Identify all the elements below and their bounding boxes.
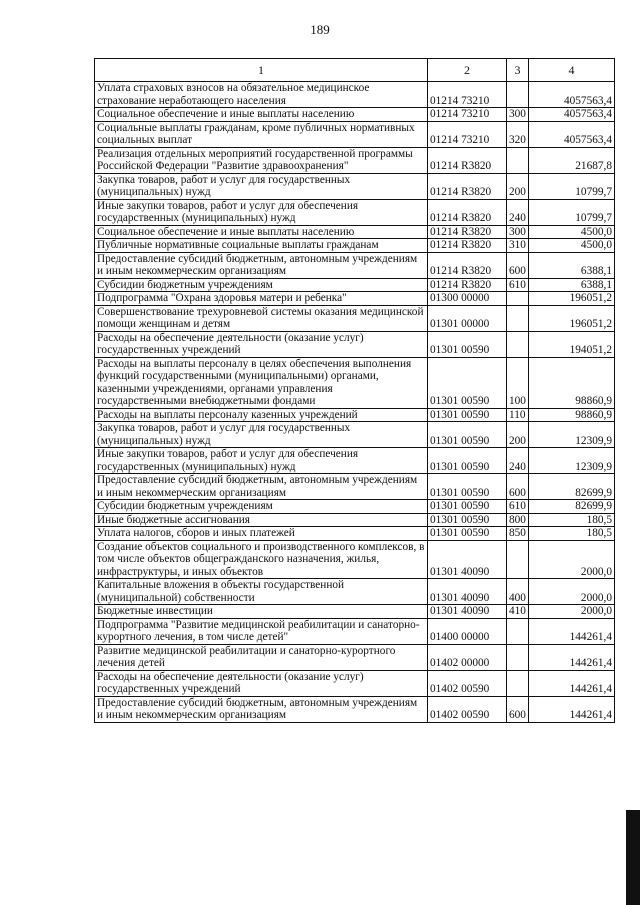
row-expense-type: 600	[507, 696, 529, 722]
table-row	[95, 292, 615, 306]
row-code: 01300 00000	[428, 292, 507, 306]
row-expense-type	[507, 670, 529, 696]
row-name: Расходы на выплаты персоналу казенных учреждений	[95, 408, 428, 422]
table-row	[95, 82, 615, 108]
row-expense-type: 320	[507, 121, 529, 147]
row-expense-type: 410	[507, 605, 529, 619]
row-amount: 4057563,4	[529, 121, 615, 147]
row-code: 01214 R3820	[428, 278, 507, 292]
row-amount: 98860,9	[529, 357, 615, 408]
row-code: 01400 00000	[428, 618, 507, 644]
table-row	[95, 173, 615, 199]
row-expense-type: 610	[507, 278, 529, 292]
table-row	[95, 540, 615, 579]
row-amount: 82699,9	[529, 500, 615, 514]
row-name: Расходы на выплаты персоналу в целях обеспечения выполнения функций государственными (муниципальными) органами, казенными учреждениями, органами управления государственными внебюджетными фондами	[95, 357, 428, 408]
row-expense-type: 200	[507, 173, 529, 199]
row-code: 01214 73210	[428, 121, 507, 147]
table-row	[95, 147, 615, 173]
row-amount: 2000,0	[529, 605, 615, 619]
table-row	[95, 696, 615, 722]
row-expense-type	[507, 331, 529, 357]
row-code: 01301 40090	[428, 579, 507, 605]
row-code: 01214 73210	[428, 108, 507, 122]
row-expense-type: 110	[507, 408, 529, 422]
row-amount: 180,5	[529, 527, 615, 541]
row-expense-type	[507, 644, 529, 670]
row-code: 01214 R3820	[428, 225, 507, 239]
row-amount: 12309,9	[529, 448, 615, 474]
row-expense-type	[507, 147, 529, 173]
header-row	[95, 59, 615, 82]
row-name: Предоставление субсидий бюджетным, автономным учреждениям и иным некоммерческим организациям	[95, 696, 428, 722]
table-row	[95, 108, 615, 122]
row-amount: 6388,1	[529, 252, 615, 278]
row-name: Уплата страховых взносов на обязательное медицинское страхование неработающего населения	[95, 82, 428, 108]
row-expense-type: 310	[507, 239, 529, 253]
row-name: Социальные выплаты гражданам, кроме публичных нормативных социальных выплат	[95, 121, 428, 147]
row-name: Бюджетные инвестиции	[95, 605, 428, 619]
row-amount: 4500,0	[529, 239, 615, 253]
row-name: Расходы на обеспечение деятельности (оказание услуг) государственных учреждений	[95, 670, 428, 696]
row-code: 01301 00590	[428, 331, 507, 357]
row-name: Субсидии бюджетным учреждениям	[95, 278, 428, 292]
row-amount: 10799,7	[529, 173, 615, 199]
row-amount: 6388,1	[529, 278, 615, 292]
row-name: Совершенствование трехуровневой системы оказания медицинской помощи женщинам и детям	[95, 305, 428, 331]
row-name: Субсидии бюджетным учреждениям	[95, 500, 428, 514]
row-name: Иные бюджетные ассигнования	[95, 513, 428, 527]
row-expense-type: 200	[507, 422, 529, 448]
row-code: 01301 00000	[428, 305, 507, 331]
row-code: 01214 73210	[428, 82, 507, 108]
table-body	[95, 82, 615, 723]
column-header-code: 2	[428, 59, 507, 82]
row-name: Капитальные вложения в объекты государственной (муниципальной) собственности	[95, 579, 428, 605]
table-row	[95, 579, 615, 605]
row-code: 01214 R3820	[428, 199, 507, 225]
table-row	[95, 527, 615, 541]
row-amount: 180,5	[529, 513, 615, 527]
table-row	[95, 121, 615, 147]
row-code: 01214 R3820	[428, 239, 507, 253]
row-amount: 144261,4	[529, 696, 615, 722]
row-code: 01301 00590	[428, 422, 507, 448]
table-row	[95, 474, 615, 500]
row-expense-type: 400	[507, 579, 529, 605]
table-row	[95, 670, 615, 696]
budget-table	[94, 58, 615, 723]
table-row	[95, 500, 615, 514]
row-name: Публичные нормативные социальные выплаты гражданам	[95, 239, 428, 253]
row-expense-type	[507, 292, 529, 306]
row-expense-type: 240	[507, 448, 529, 474]
row-code: 01402 00590	[428, 670, 507, 696]
row-name: Расходы на обеспечение деятельности (оказание услуг) государственных учреждений	[95, 331, 428, 357]
row-amount: 194051,2	[529, 331, 615, 357]
row-name: Предоставление субсидий бюджетным, автономным учреждениям и иным некоммерческим организациям	[95, 474, 428, 500]
table-row	[95, 239, 615, 253]
row-amount: 4057563,4	[529, 108, 615, 122]
page-number: 189	[310, 22, 330, 37]
row-amount: 21687,8	[529, 147, 615, 173]
row-expense-type: 300	[507, 108, 529, 122]
row-expense-type: 600	[507, 252, 529, 278]
row-expense-type	[507, 540, 529, 579]
row-code: 01301 00590	[428, 500, 507, 514]
table-row	[95, 357, 615, 408]
row-name: Закупка товаров, работ и услуг для государственных (муниципальных) нужд	[95, 173, 428, 199]
row-code: 01301 40090	[428, 605, 507, 619]
row-name: Социальное обеспечение и иные выплаты населению	[95, 108, 428, 122]
row-code: 01301 00590	[428, 513, 507, 527]
row-name: Предоставление субсидий бюджетным, автономным учреждениям и иным некоммерческим организациям	[95, 252, 428, 278]
row-code: 01214 R3820	[428, 173, 507, 199]
table-row	[95, 408, 615, 422]
row-amount: 144261,4	[529, 644, 615, 670]
row-code: 01402 00590	[428, 696, 507, 722]
column-header-type: 3	[507, 59, 529, 82]
row-amount: 4500,0	[529, 225, 615, 239]
table-row	[95, 252, 615, 278]
row-name: Реализация отдельных мероприятий государственной программы Российской Федерации "Развитие здравоохранения"	[95, 147, 428, 173]
row-name: Иные закупки товаров, работ и услуг для обеспечения государственных (муниципальных) нужд	[95, 448, 428, 474]
row-code: 01301 00590	[428, 448, 507, 474]
row-amount: 4057563,4	[529, 82, 615, 108]
row-name: Подпрограмма "Охрана здоровья матери и ребенка"	[95, 292, 428, 306]
row-amount: 144261,4	[529, 670, 615, 696]
column-header-amount: 4	[529, 59, 615, 82]
row-expense-type: 610	[507, 500, 529, 514]
row-name: Создание объектов социального и производственного комплексов, в том числе объектов общегражданского назначения, жилья, инфраструктуры, и иных объектов	[95, 540, 428, 579]
row-expense-type	[507, 82, 529, 108]
table-row	[95, 618, 615, 644]
table-row	[95, 225, 615, 239]
row-amount: 144261,4	[529, 618, 615, 644]
row-amount: 196051,2	[529, 292, 615, 306]
table-row	[95, 448, 615, 474]
row-expense-type: 800	[507, 513, 529, 527]
row-name: Иные закупки товаров, работ и услуг для обеспечения государственных (муниципальных) нужд	[95, 199, 428, 225]
row-expense-type: 300	[507, 225, 529, 239]
row-code: 01301 40090	[428, 540, 507, 579]
table-row	[95, 513, 615, 527]
row-expense-type: 240	[507, 199, 529, 225]
row-name: Уплата налогов, сборов и иных платежей	[95, 527, 428, 541]
row-code: 01214 R3820	[428, 147, 507, 173]
table-row	[95, 199, 615, 225]
row-code: 01402 00000	[428, 644, 507, 670]
row-name: Социальное обеспечение и иные выплаты населению	[95, 225, 428, 239]
table-row	[95, 605, 615, 619]
row-expense-type	[507, 618, 529, 644]
table-row	[95, 305, 615, 331]
table-row	[95, 644, 615, 670]
row-name: Подпрограмма "Развитие медицинской реабилитации и санаторно-курортного лечения, в том числе детей"	[95, 618, 428, 644]
row-expense-type	[507, 305, 529, 331]
row-name: Закупка товаров, работ и услуг для государственных (муниципальных) нужд	[95, 422, 428, 448]
row-amount: 12309,9	[529, 422, 615, 448]
table-row	[95, 331, 615, 357]
row-code: 01301 00590	[428, 408, 507, 422]
row-amount: 196051,2	[529, 305, 615, 331]
row-expense-type: 100	[507, 357, 529, 408]
row-amount: 10799,7	[529, 199, 615, 225]
row-amount: 2000,0	[529, 540, 615, 579]
row-amount: 98860,9	[529, 408, 615, 422]
row-code: 01301 00590	[428, 357, 507, 408]
row-amount: 82699,9	[529, 474, 615, 500]
row-expense-type: 850	[507, 527, 529, 541]
row-code: 01301 00590	[428, 527, 507, 541]
table-row	[95, 278, 615, 292]
table-row	[95, 422, 615, 448]
column-header-name: 1	[95, 59, 428, 82]
row-expense-type: 600	[507, 474, 529, 500]
row-amount: 2000,0	[529, 579, 615, 605]
row-code: 01301 00590	[428, 474, 507, 500]
edge-marker	[626, 810, 640, 905]
row-code: 01214 R3820	[428, 252, 507, 278]
row-name: Развитие медицинской реабилитации и санаторно-курортного лечения детей	[95, 644, 428, 670]
table-header	[95, 59, 615, 82]
